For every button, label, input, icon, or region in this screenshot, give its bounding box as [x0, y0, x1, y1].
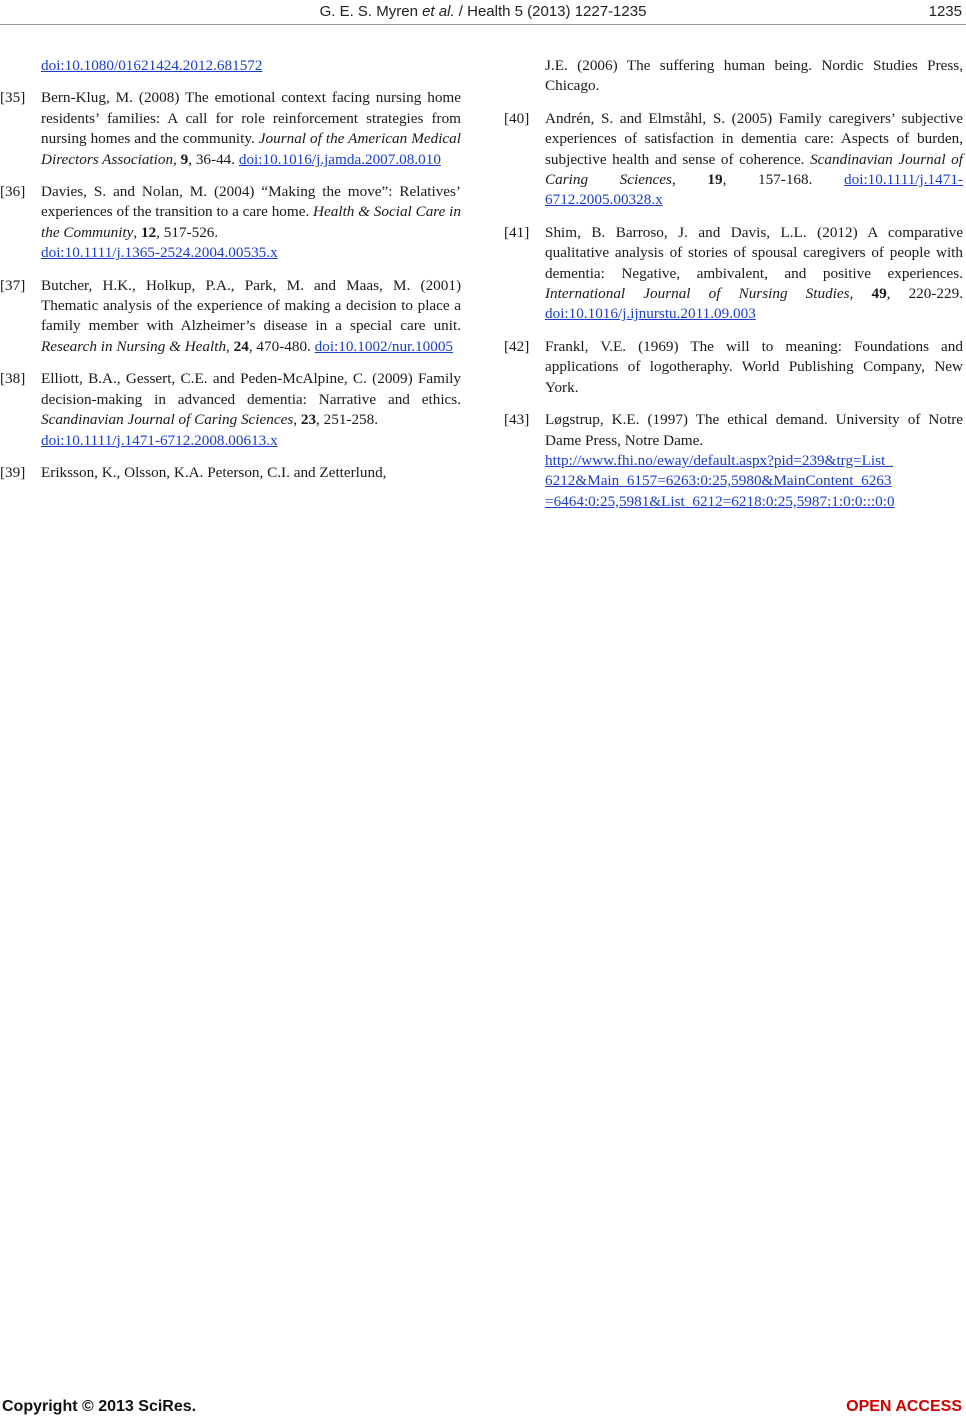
doi-link[interactable]: doi:10.1016/j.jamda.2007.08.010	[238, 150, 441, 168]
doi-link[interactable]: doi:10.1111/j.1471-6712.2005.00328.x	[545, 171, 963, 209]
reference-volume: 9	[180, 150, 189, 168]
reference-36: [36] Davies, S. and Nolan, M. (2004) “Making the move”: Relatives’ experiences of the transition to a care home. Health & Social Care in the Community, 12, 517-526. doi:10.1111/j.1365-2524.2004.00535.x	[0, 183, 461, 262]
reference-pages: , 517-526.	[156, 223, 219, 241]
reference-37: [37] Butcher, H.K., Holkup, P.A., Park, M. and Maas, M. (2001) Thematic analysis of the experience of making a decision to place a family member with Alzheimer’s disease in a special care unit. Research in Nursing & Health, 24, 470-480. doi:10.1002/nur.10005	[0, 276, 461, 355]
header-citation: G. E. S. Myren et al. / Health 5 (2013) 1227-1235	[319, 3, 647, 20]
reference-journal: International Journal of Nursing Studies	[545, 285, 850, 303]
reference-number: [37]	[0, 276, 26, 294]
reference-text: Frankl, V.E. (1969) The will to meaning: Foundations and applications of logotheraphy. World Publishing Company, New York.	[545, 337, 963, 396]
reference-number: [39]	[0, 463, 26, 481]
reference-journal: Scandinavian Journal of Caring Sciences	[41, 411, 294, 429]
doi-link[interactable]: doi:10.1080/01621424.2012.681572	[41, 57, 263, 74]
reference-journal: Scandinavian Journal of Caring Sciences	[545, 150, 963, 189]
reference-number: [36]	[0, 183, 26, 201]
reference-volume: 19	[707, 171, 723, 189]
reference-pages: , 251-258.	[316, 411, 379, 429]
reference-continuation: J.E. (2006) The suffering human being. Nordic Studies Press, Chicago.	[545, 57, 963, 95]
reference-authors: Andrén, S. and Elmståhl, S. (2005) Family caregivers’ subjective experiences of satisfaction in dementia care: Aspects of burden, subjective health and sense of coherence.	[545, 109, 963, 168]
reference-text: Løgstrup, K.E. (1997) The ethical demand. University of Notre Dame Press, Notre Dame.	[545, 411, 963, 449]
reference-continuation	[0, 56, 461, 76]
reference-43	[504, 410, 963, 512]
url-link[interactable]: http://www.fhi.no/eway/default.aspx?pid=239&trg=List_ 6212&Main_6157=6263:0:25,5980&MainContent_6263 =6464:0:25,5981&List_6212=6218:0:25,5987:1:0:0:::0:0	[545, 451, 895, 510]
doi-link[interactable]: doi:10.1002/nur.10005	[314, 337, 454, 355]
reference-pages: , 220-229.	[886, 285, 963, 303]
reference-text: Eriksson, K., Olsson, K.A. Peterson, C.I. and Zetterlund,	[41, 463, 387, 481]
reference-42	[504, 337, 963, 398]
running-header	[0, 0, 966, 24]
reference-volume: 49	[871, 285, 887, 303]
copyright-notice: Copyright © 2013 SciRes.	[2, 1398, 197, 1415]
doi-link[interactable]: doi:10.1111/j.1365-2524.2004.00535.x	[41, 244, 278, 262]
reference-authors: Butcher, H.K., Holkup, P.A., Park, M. and Maas, M. (2001) Thematic analysis of the experience of making a decision to place a family member with Alzheimer’s disease in a special care unit.	[41, 276, 461, 335]
header-rule	[0, 24, 966, 25]
page-footer	[0, 1398, 966, 1417]
reference-volume: 12	[140, 223, 157, 241]
reference-41: [41] Shim, B. Barroso, J. and Davis, L.L. (2012) A comparative qualitative analysis of stories of spousal caregivers of people with dementia: Negative, ambivalent, and positive experiences. International Journal of Nursing Studies, 49, 220-229. doi:10.1016/j.ijnurstu.2011.09.003	[504, 223, 963, 323]
reference-authors: Davies, S. and Nolan, M. (2004) “Making the move”: Relatives’ experiences of the transition to a care home.	[41, 183, 461, 221]
reference-number: [38]	[0, 370, 26, 388]
reference-number: [43]	[504, 411, 530, 429]
reference-40: [40] Andrén, S. and Elmståhl, S. (2005) Family caregivers’ subjective experiences of satisfaction in dementia care: Aspects of burden, subjective health and sense of coherence. Scandinavian Journal of Caring Sciences, 19, 157-168. doi:10.1111/j.1471-6712.2005.00328.x	[504, 109, 963, 209]
right-column	[504, 56, 963, 524]
reference-35: [35] Bern-Klug, M. (2008) The emotional context facing nursing home residents’ families: A call for role reinforcement strategies from nursing homes and the community. Journal of the American Medical Directors Association, 9, 36-44. doi:10.1016/j.jamda.2007.08.010	[0, 89, 461, 168]
reference-number: [42]	[504, 337, 530, 355]
doi-link[interactable]: doi:10.1111/j.1471-6712.2008.00613.x	[41, 431, 278, 449]
reference-pages: , 36-44.	[188, 150, 239, 168]
reference-number: [40]	[504, 109, 530, 127]
reference-authors: Bern-Klug, M. (2008) The emotional context facing nursing home residents’ families: A call for role reinforcement strategies from nursing homes and the community.	[41, 89, 461, 148]
reference-pages: , 157-168.	[722, 171, 845, 189]
reference-journal: Health & Social Care in the Community	[41, 203, 461, 241]
left-column	[0, 56, 461, 495]
reference-journal: Research in Nursing & Health	[41, 337, 227, 355]
doi-link[interactable]: doi:10.1016/j.ijnurstu.2011.09.003	[545, 305, 756, 323]
reference-number: [35]	[0, 89, 26, 107]
reference-journal: Journal of the American Medical Directors Association	[41, 130, 461, 168]
reference-volume: 23	[300, 411, 317, 429]
open-access-label: OPEN ACCESS	[846, 1398, 962, 1415]
reference-pages: , 470-480.	[248, 337, 315, 355]
reference-39	[0, 463, 461, 483]
reference-volume: 24	[233, 337, 249, 355]
reference-authors: Elliott, B.A., Gessert, C.E. and Peden-McAlpine, C. (2009) Family decision-making in advanced dementia: Narrative and ethics.	[41, 370, 461, 408]
reference-38: [38] Elliott, B.A., Gessert, C.E. and Peden-McAlpine, C. (2009) Family decision-making in advanced dementia: Narrative and ethics. Scandinavian Journal of Caring Sciences, 23, 251-258. doi:10.1111/j.1471-6712.2008.00613.x	[0, 370, 461, 449]
reference-number: [41]	[504, 223, 530, 241]
page-number: 1235	[928, 3, 962, 20]
reference-authors: Shim, B. Barroso, J. and Davis, L.L. (2012) A comparative qualitative analysis of stories of spousal caregivers of people with dementia: Negative, ambivalent, and positive experiences.	[545, 223, 963, 282]
